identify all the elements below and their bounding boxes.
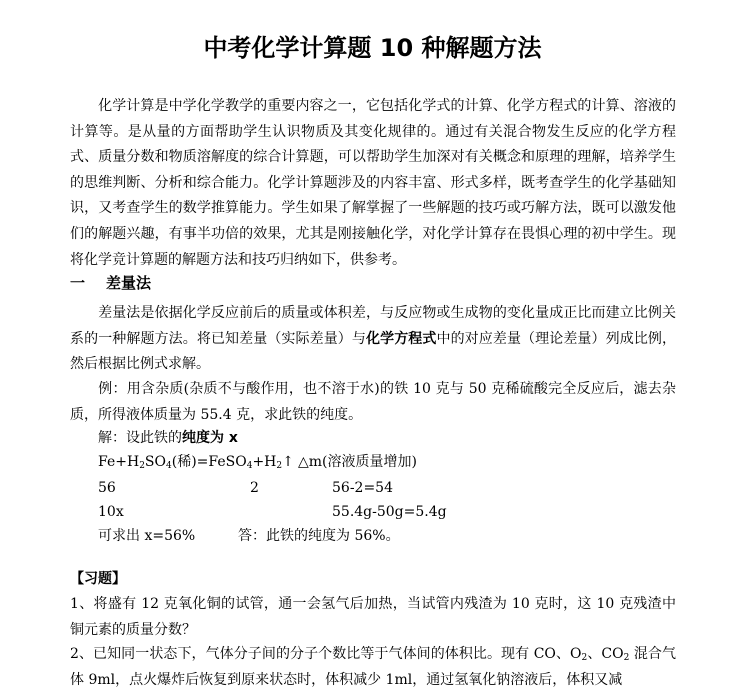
answer-line: 答：此铁的纯度为 56%。 [238, 528, 400, 544]
method-description [70, 301, 676, 378]
desc-part2: 中的对应差量（理论差量）列成比例，然后根据比例式求解。 [70, 330, 677, 373]
ratio-row2-a: 10x [98, 504, 124, 520]
gas-arrow: ↑ [282, 454, 294, 470]
section-title: 差量法 [106, 274, 152, 292]
section-number: 一 [70, 274, 86, 292]
eq-subscript: 4 [246, 461, 253, 471]
intro-paragraph [70, 94, 676, 273]
solution-prefix: 解：设此铁的 [98, 430, 182, 446]
section-heading [70, 272, 151, 294]
ratio-row1-c: 56-2=54 [332, 480, 393, 496]
q2-subscript: 2 [581, 653, 588, 663]
intro-text: 化学计算是中学化学教学的重要内容之一，它包括化学式的计算、化学方程式的计算、溶液的计算等。是从量的方面帮助学生认识物质及其变化规律的。通过有关混合物发生反应的化学方程式、质量分数和物质溶解度的综合计算题，可以帮助学生加深对有关概念和原理的理解，培养学生的思维判断、分析和综合能力。化学计算题涉及的内容丰富、形式多样，既考查学生的化学基础知识，又考查学生的数学推算能力。学生如果了解掌握了一些解题的技巧或巧解方法，既可以激发他们的解题兴趣，有事半功倍的效果，尤其是刚接触化学，对化学计算存在畏惧心理的初中学生。现将化学竞计算题的解题方法和技巧归纳如下，供参考。 [70, 98, 676, 268]
exercises-heading: 【习题】 [70, 571, 126, 587]
ratio-row2-c: 55.4g-50g=5.4g [332, 504, 447, 520]
solution-bold: 纯度为 x [182, 430, 238, 446]
q2-text: 混合气体 9ml，点火爆炸后恢复到原来状态时，体积减少 1ml，通过氢氧化钠溶液后，体积又减 [70, 646, 676, 688]
eq-part: Fe+H [98, 454, 140, 470]
ratio-row1-a: 56 [98, 480, 116, 496]
solution-line [98, 427, 238, 449]
delta-mass-label: △m(溶液质量增加) [298, 454, 417, 470]
result-line: 可求出 x=56% [98, 528, 196, 544]
eq-subscript: 2 [276, 461, 283, 471]
q2-subscript: 2 [623, 653, 630, 663]
exercise-item-2 [70, 642, 676, 693]
example-paragraph [70, 377, 676, 428]
exercise-item-1: 1、将盛有 12 克氧化铜的试管，通一会氢气后加热，当试管内残渣为 10 克时，这 10 克残渣中铜元素的质量分数？ [70, 596, 676, 638]
q2-text: 、CO [587, 646, 624, 662]
desc-bold-link: 化学方程式 [366, 330, 437, 347]
eq-part: (稀)=FeSO [171, 454, 247, 470]
page-title: 中考化学计算题 10 种解题方法 [203, 34, 542, 62]
q2-text: 2、已知同一状态下，气体分子间的分子个数比等于气体间的体积比。现有 CO、O [70, 646, 582, 662]
eq-part: +H [252, 454, 277, 470]
desc-part1: 差量法是依据化学反应前后的质量或体积差，与反应物或生成物的变化量成正比而建立比例关系的一种解题方法。将已知差量（实际差量）与 [70, 305, 676, 347]
example-text: 例：用含杂质(杂质不与酸作用，也不溶于水)的铁 10 克与 50 克稀硫酸完全反应后，滤去杂质，所得液体质量为 55.4 克，求此铁的纯度。 [70, 381, 676, 423]
eq-subscript: 2 [139, 461, 145, 471]
ratio-row1-b: 2 [250, 480, 259, 496]
eq-part: SO [144, 454, 166, 470]
eq-subscript: 4 [166, 461, 172, 471]
chemical-equation [98, 451, 294, 473]
